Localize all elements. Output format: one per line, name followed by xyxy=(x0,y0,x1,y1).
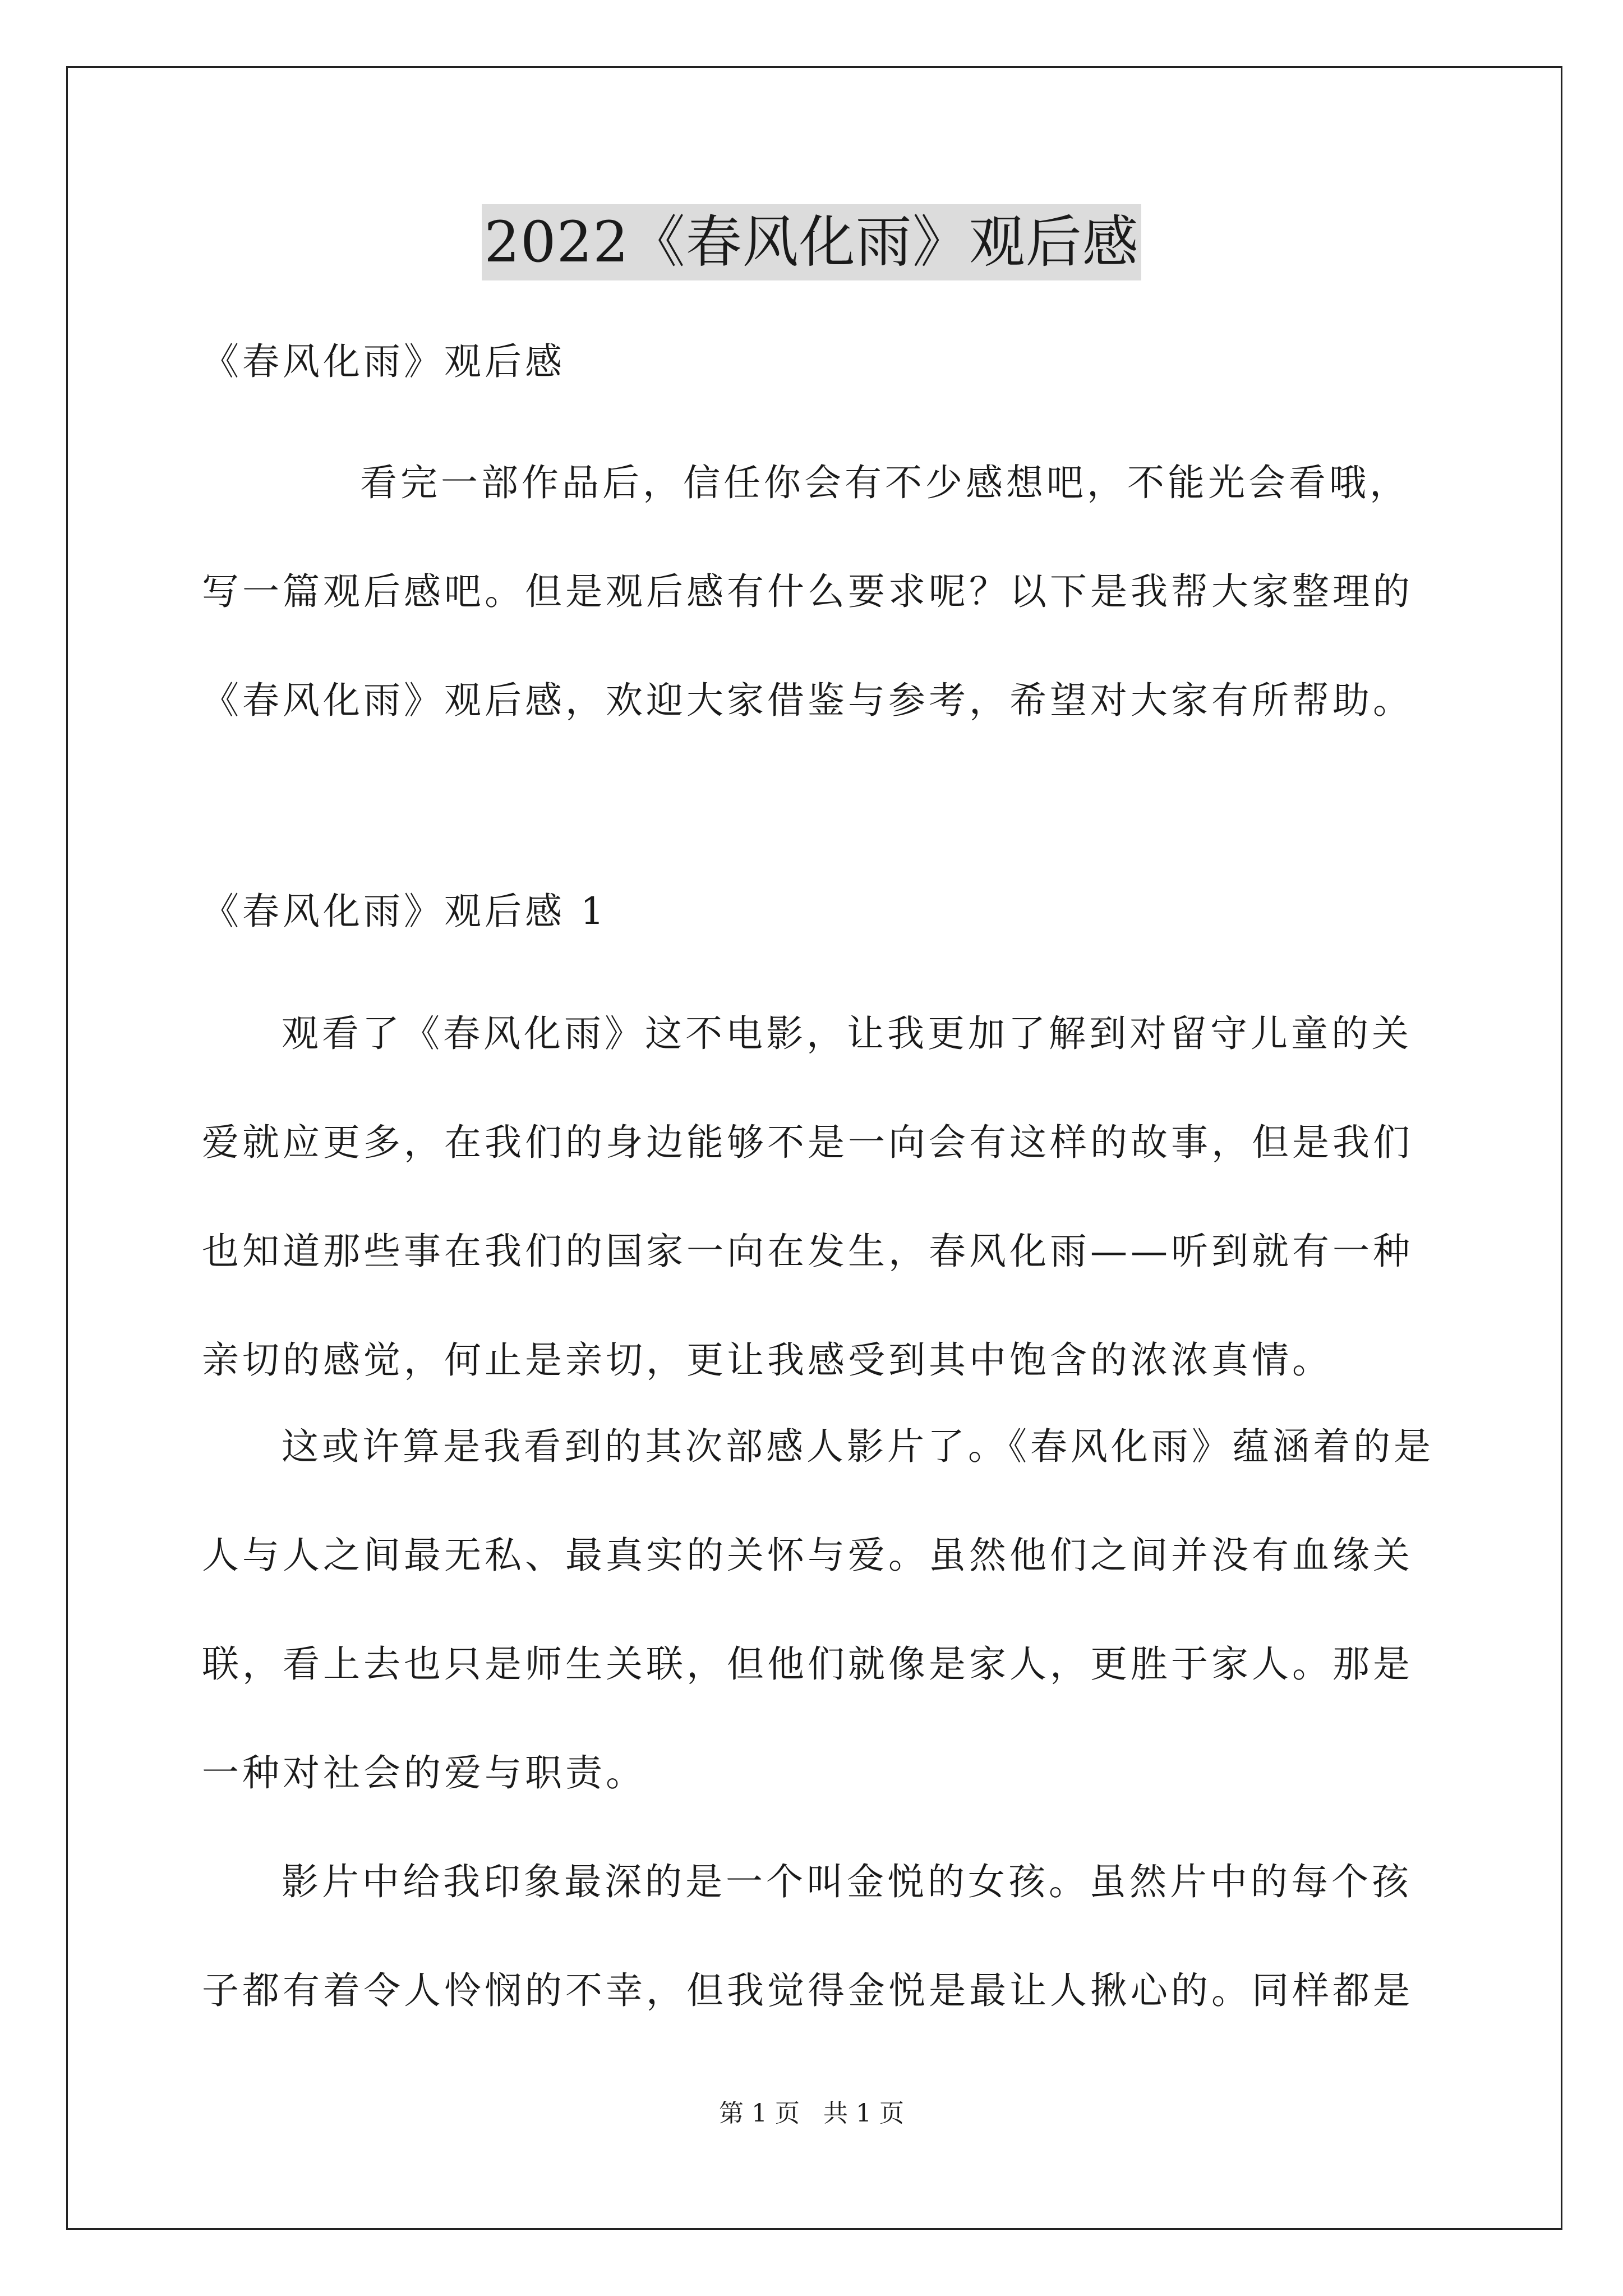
intro-line-2: 写一篇观后感吧。但是观后感有什么要求呢？以下是我帮大家整理的 xyxy=(202,570,1413,613)
intro-line-1: 看完一部作品后，信任你会有不少感想吧，不能光会看哦， xyxy=(360,461,1410,504)
body-line-4: 亲切的感觉，何止是亲切，更让我感受到其中饱含的浓浓真情。 xyxy=(202,1338,1332,1382)
body-line-2: 爱就应更多，在我们的身边能够不是一向会有这样的故事，但是我们 xyxy=(202,1121,1413,1164)
body-line-8: 一种对社会的爱与职责。 xyxy=(202,1751,646,1795)
page-footer xyxy=(0,2097,1623,2131)
title-container xyxy=(0,204,1623,280)
page-number-total: 共 1 页 xyxy=(823,2099,904,2128)
document-title: 2022《春风化雨》观后感 xyxy=(482,204,1141,280)
body-line-10: 子都有着令人怜悯的不幸，但我觉得金悦是最让人揪心的。同样都是 xyxy=(202,1969,1413,2012)
body-line-7: 联，看上去也只是师生关联，但他们就像是家人，更胜于家人。那是 xyxy=(202,1642,1413,1686)
section-heading: 《春风化雨》观后感 1 xyxy=(202,890,607,933)
page-number-current: 第 1 页 xyxy=(719,2099,800,2128)
body-line-6: 人与人之间最无私、最真实的关怀与爱。虽然他们之间并没有血缘关 xyxy=(202,1534,1413,1577)
body-line-5: 这或许算是我看到的其次部感人影片了。《春风化雨》蕴涵着的是 xyxy=(282,1425,1434,1468)
body-line-3: 也知道那些事在我们的国家一向在发生，春风化雨——听到就有一种 xyxy=(202,1230,1413,1273)
body-line-1: 观看了《春风化雨》这不电影，让我更加了解到对留守儿童的关 xyxy=(282,1012,1412,1055)
body-line-9: 影片中给我印象最深的是一个叫金悦的女孩。虽然片中的每个孩 xyxy=(282,1860,1412,1903)
intro-line-3: 《春风化雨》观后感，欢迎大家借鉴与参考，希望对大家有所帮助。 xyxy=(202,679,1413,722)
document-subtitle: 《春风化雨》观后感 xyxy=(202,340,565,383)
